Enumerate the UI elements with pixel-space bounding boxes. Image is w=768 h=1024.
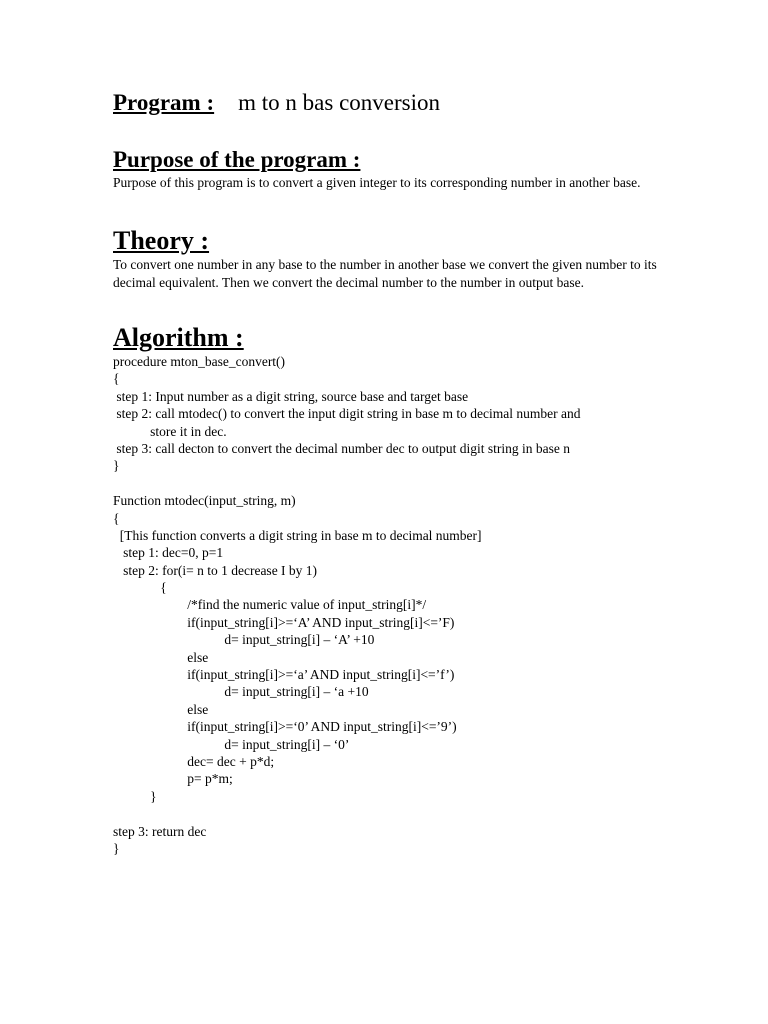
code-line: d= input_string[i] – ‘A’ +10 (113, 632, 375, 648)
code-line: if(input_string[i]>=‘a’ AND input_string[i]<=’f’) (113, 667, 455, 683)
code-line (113, 475, 673, 492)
code-line: [This function converts a digit string in base m to decimal number] (113, 527, 482, 543)
code-line (113, 805, 673, 822)
code-line: step 3: return dec (113, 823, 207, 839)
code-line: /*find the numeric value of input_string[i]*/ (113, 597, 427, 613)
code-line: step 2: call mtodec() to convert the input digit string in base m to decimal number and (113, 406, 581, 422)
code-line: dec= dec + p*d; (113, 753, 275, 769)
algorithm-section (113, 323, 673, 857)
code-line: step 3: call decton to convert the decimal number dec to output digit string in base n (113, 440, 571, 456)
program-label: Program : (113, 90, 215, 115)
code-line: { (113, 371, 120, 387)
algorithm-heading: Algorithm : (113, 323, 244, 352)
theory-text: To convert one number in any base to the number in another base we convert the given number to its decimal equivalent. Then we convert the decimal number to the number in output base. (113, 257, 657, 290)
code-line: store it in dec. (113, 423, 227, 439)
purpose-text: Purpose of this program is to convert a given integer to its corresponding number in another base. (113, 175, 641, 190)
code-line: } (113, 458, 120, 474)
code-line: { (113, 580, 167, 596)
code-line: else (113, 701, 209, 717)
purpose-section (113, 146, 673, 192)
code-line: d= input_string[i] – ‘0’ (113, 736, 350, 752)
code-line: { (113, 510, 120, 526)
code-line: } (113, 840, 120, 856)
algorithm-code (113, 353, 673, 857)
code-line: step 1: Input number as a digit string, source base and target base (113, 388, 469, 404)
purpose-heading: Purpose of the program : (113, 147, 361, 172)
code-line: if(input_string[i]>=‘A’ AND input_string[i]<=’F) (113, 614, 455, 630)
theory-heading: Theory : (113, 226, 210, 255)
program-name: m to n bas conversion (238, 90, 440, 115)
code-line: p= p*m; (113, 771, 233, 787)
code-line: step 2: for(i= n to 1 decrease I by 1) (113, 562, 318, 578)
code-line: Function mtodec(input_string, m) (113, 493, 296, 509)
code-line: else (113, 649, 209, 665)
code-line: step 1: dec=0, p=1 (113, 545, 224, 561)
code-line: } (113, 788, 157, 804)
code-line: procedure mton_base_convert() (113, 354, 286, 369)
theory-section (113, 226, 673, 291)
program-title-line (113, 89, 440, 117)
code-line: if(input_string[i]>=‘0’ AND input_string[i]<=’9’) (113, 719, 457, 735)
code-line: d= input_string[i] – ‘a +10 (113, 684, 369, 700)
